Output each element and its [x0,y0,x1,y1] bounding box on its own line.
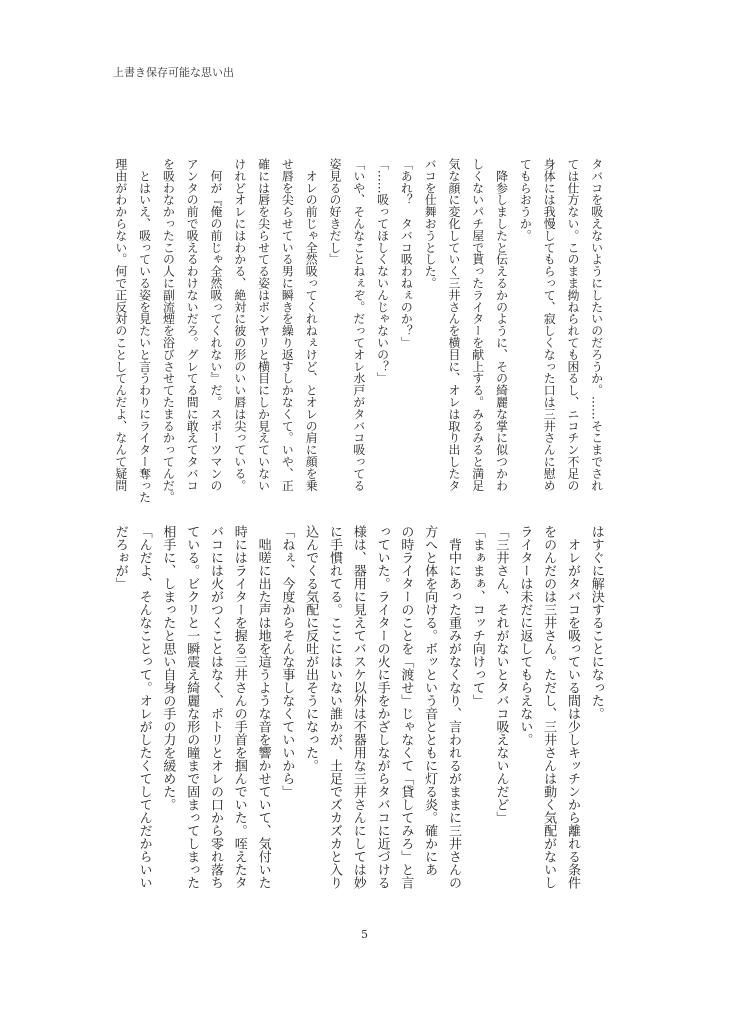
text-line: オレの前じゃ全然吸ってくれねぇけど、とオレの肩に顔を乗 [304,158,319,492]
text-line: てもらおうか。 [518,158,533,242]
text-line: 「……吸ってほしくないんじゃないの？」 [375,158,390,385]
text-line: 降参しましたと伝えるかのように、その綺麗な掌に似つかわ [494,158,509,492]
text-line: 姿見るの好きだし」 [327,158,342,266]
text-line: 込んでくる気配に反吐が出そうになった。 [303,525,319,772]
upper-text-block [108,158,608,504]
lower-text-block [108,525,608,900]
text-line: 確には唇を尖らせてる姿はボンヤリと横目にしか見えていない [256,158,271,492]
text-line: ライターは未だに返してもらえない。 [517,525,533,746]
text-line: バコには火がつくことはなく、ポトリとオレの口から零れ落ち [207,525,223,889]
text-line: 咄嗟に出た声は地を這うような音を響かせていて、気付いた [255,525,271,889]
text-line: をのんだのは三井さん。ただし、三井さんは動く気配がないし [541,525,557,889]
text-line: 背中にあった重みがなくなり、言われるがままに三井さんの [445,525,461,889]
text-line: はすぐに解決することになった。 [588,525,604,720]
text-line: 理由がわからない。何で正反対のことしてんだよ、なんて疑問 [113,158,128,492]
text-line: せ唇を尖らせている男に瞬きを繰り返すしかなくて。いや、正 [280,158,295,492]
text-line: バコを仕舞おうとした。 [423,158,438,289]
text-line: アンタの前で吸えるわけないだろ。グレてる間に敢えてタバコ [185,158,200,492]
text-line: っていた。ライターの火に手をかざしながらタバコに近づける [374,525,390,889]
text-line: オレがタバコを吸っている間は少しキッチンから離れる条件 [564,525,580,889]
text-line: 身体には我慢してもらって、寂しくなった口は三井さんに慰め [542,158,557,492]
text-line: 「あれ？ タバコ吸わねぇのか？」 [399,158,414,349]
text-line: 様は、器用に見えてバスケ以外は不器用な三井さんにしては妙 [350,525,366,889]
text-line: とはいえ、吸っている姿を見たいと言うわりにライター奪った [137,158,152,504]
text-line: 方へと体を向ける。ボッという音とともに灯る炎。確かにあ [422,525,438,876]
text-line: 何が『俺の前じゃ全然吸ってくれない』だ。スポーツマンの [208,158,223,492]
text-line: タバコを吸えないようにしたいのだろうか。……そこまでされ [589,158,604,492]
text-line: 「んだよ、そんなことって。オレがしたくてしてんだからいい [136,525,152,889]
text-line: 時にはライターを握る三井さんの手首を掴んでいた。咥えたタ [231,525,247,889]
text-line: けれどオレにはわかる、絶対に彼の形のいい唇は尖っている。 [232,158,247,492]
text-line: を吸わなかったこの人に副流煙を浴びさせてたまるかってんだ。 [161,158,176,504]
text-line: 「まぁまぁ、コッチ向けって」 [469,525,485,707]
text-line: ては仕方ない。このまま拗ねられても困るし、ニコチン不足の [565,158,580,492]
text-line: 相手に、しまったと思い自身の手の力を緩めた。 [160,525,176,811]
text-line: 「ねぇ、今度からそんな事しなくていいから」 [279,525,295,798]
page-number: 5 [361,928,368,941]
text-line: だろぉが」 [112,525,128,590]
running-header: 上書き保存可能な思い出 [113,66,234,79]
text-line: ている。ビクリと一瞬震え綺麗な形の瞳まで固まってしまった [184,525,200,889]
text-line: しくないパチ屋で貰ったライターを献上する。みるみると満足 [470,158,485,492]
text-line: 気な顔に変化していく三井さんを横目に、オレは取り出したタ [446,158,461,492]
text-line: の時ライターのことを「渡せ」じゃなくて「貸してみろ」と言 [398,525,414,889]
text-line: 「三井さん、それがないとタバコ吸えないんだど」 [493,525,509,824]
text-line: 「いや、そんなことねぇぞ。だってオレ水戸がタバコ吸ってる [351,158,366,492]
text-line: に手慣れてる。ここにはいない誰かが、土足でズカズカと入り [326,525,342,889]
